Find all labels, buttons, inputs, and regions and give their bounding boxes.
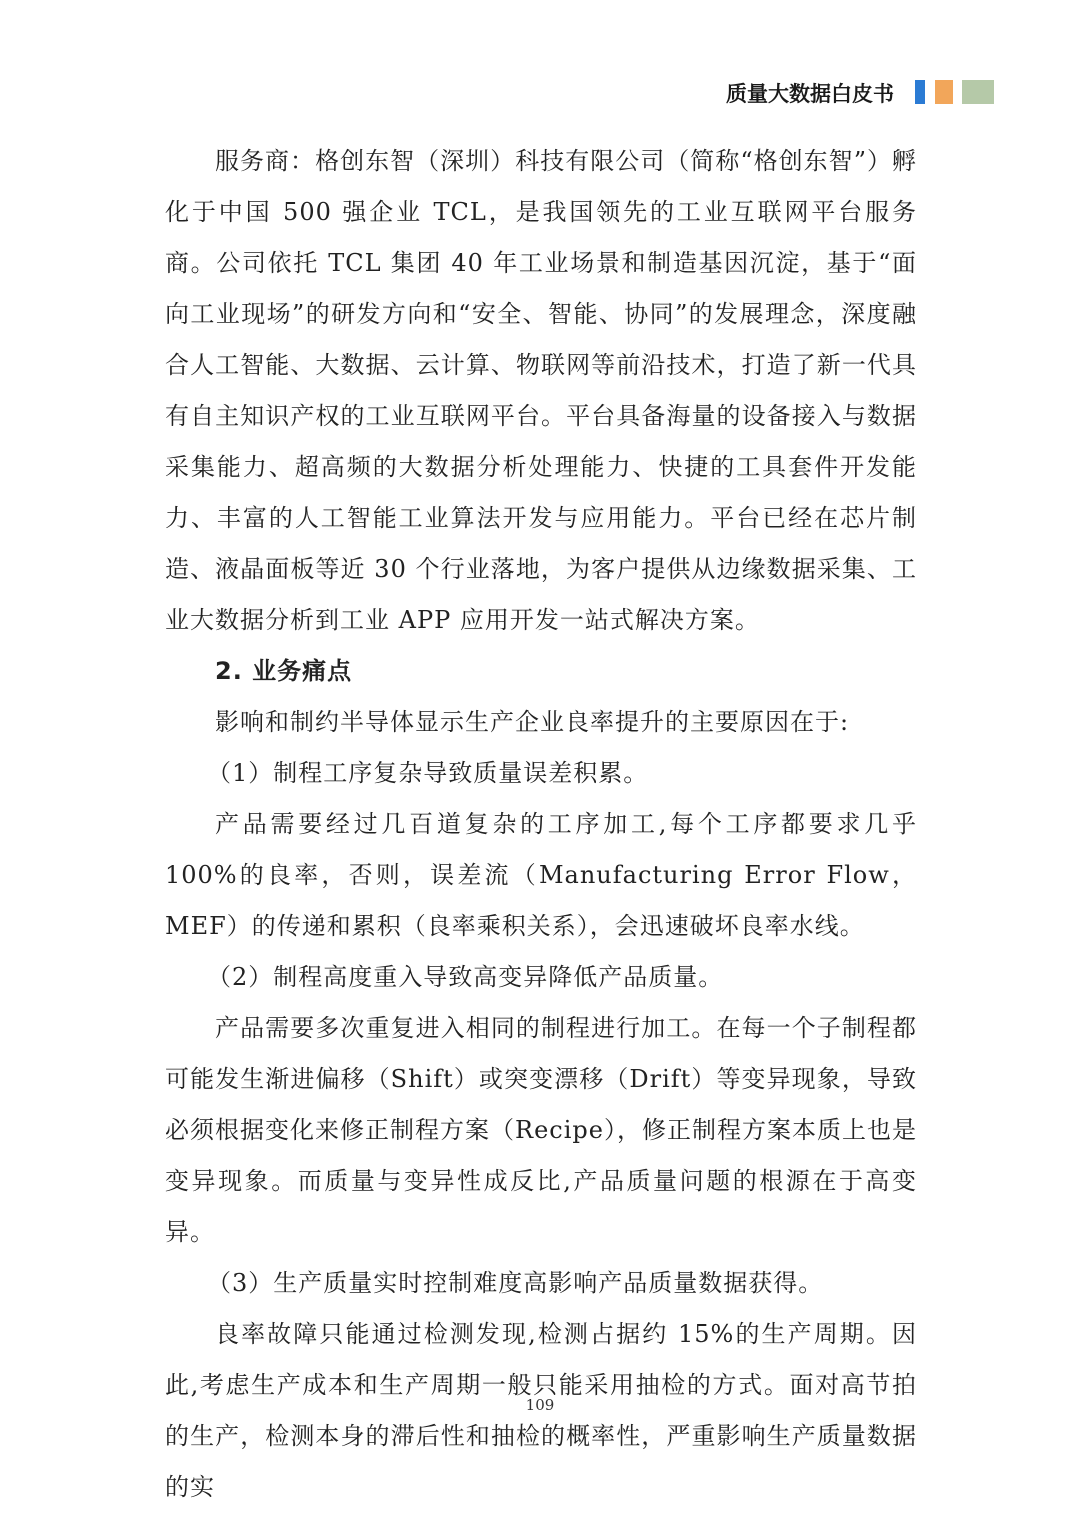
header-title: 质量大数据白皮书 bbox=[726, 82, 894, 106]
paragraph-intro: 影响和制约半导体显示生产企业良率提升的主要原因在于: bbox=[215, 708, 850, 736]
paragraph-item-1-title: （1）制程工序复杂导致质量误差积累。 bbox=[207, 759, 649, 787]
section-heading-pain-points: 2. 业务痛点 bbox=[215, 657, 353, 685]
header-mark-green bbox=[962, 80, 994, 104]
page-header bbox=[0, 74, 1080, 114]
paragraph-item-2-title: （2）制程高度重入导致高变异降低产品质量。 bbox=[207, 963, 724, 991]
header-mark-orange bbox=[935, 80, 953, 104]
paragraph-item-2-body: 产品需要多次重复进入相同的制程进行加工。在每一个子制程都可能发生渐进偏移（Shift）或突变漂移（Drift）等变异现象，导致必须根据变化来修正制程方案（Recipe），修正制程方案本质上也是变异现象。而质量与变异性成反比,产品质量问题的根源在于高变异。 bbox=[165, 1014, 917, 1246]
page-number: 109 bbox=[525, 1396, 555, 1414]
paragraph-service-provider: 服务商：格创东智（深圳）科技有限公司（简称“格创东智”）孵化于中国 500 强企业 TCL，是我国领先的工业互联网平台服务商。公司依托 TCL 集团 40 年工业场景和制造基因沉淀，基于“面向工业现场”的研发方向和“安全、智能、协同”的发展理念，深度融合人工智能、大数据、云计算、物联网等前沿技术，打造了新一代具有自主知识产权的工业互联网平台。平台具备海量的设备接入与数据采集能力、超高频的大数据分析处理能力、快捷的工具套件开发能力、丰富的人工智能工业算法开发与应用能力。平台已经在芯片制造、液晶面板等近 30 个行业落地，为客户提供从边缘数据采集、工业大数据分析到工业 APP 应用开发一站式解决方案。 bbox=[165, 147, 917, 634]
paragraph-item-3-body: 良率故障只能通过检测发现,检测占据约 15%的生产周期。因此,考虑生产成本和生产周期一般只能采用抽检的方式。面对高节拍的生产，检测本身的滞后性和抽检的概率性，严重影响生产质量数据的实 bbox=[165, 1320, 917, 1501]
paragraph-item-1-body: 产品需要经过几百道复杂的工序加工,每个工序都要求几乎100%的良率，否则，误差流（Manufacturing Error Flow，MEF）的传递和累积（良率乘积关系），会迅速破坏良率水线。 bbox=[165, 810, 917, 940]
document-body bbox=[165, 136, 917, 1513]
paragraph-item-3-title: （3）生产质量实时控制难度高影响产品质量数据获得。 bbox=[207, 1269, 824, 1297]
header-mark-blue bbox=[915, 80, 925, 104]
